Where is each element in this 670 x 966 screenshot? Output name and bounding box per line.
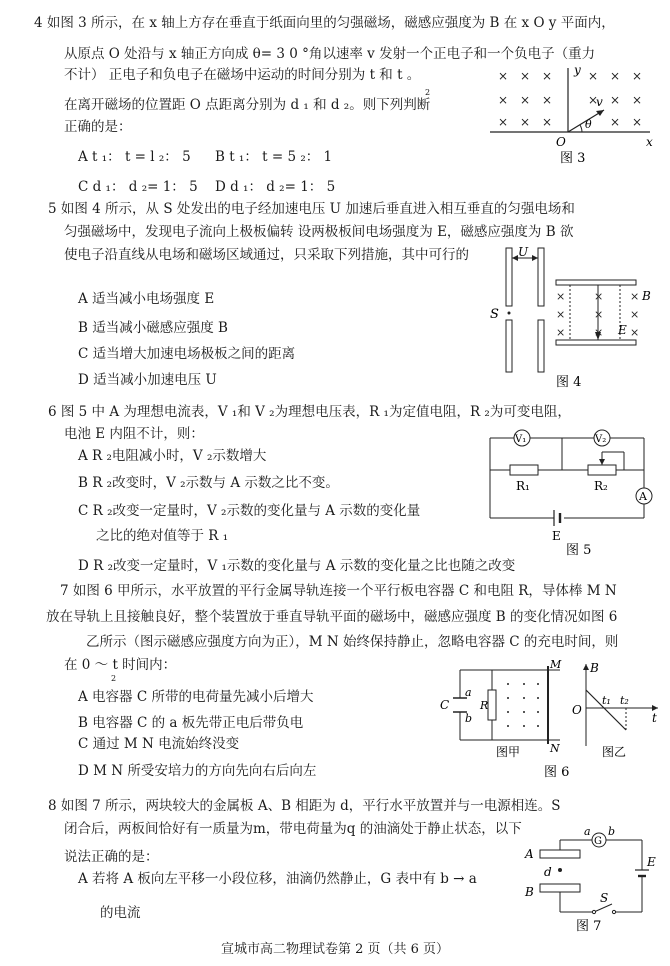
- plate-b: [540, 884, 580, 892]
- q7-line-1: 7 如图 6 甲所示，水平放置的平行金属导轨连接一个平行板电容器 C 和电阻 R，导体棒 M N: [60, 583, 617, 599]
- q4-line-3: 不计） 正电子和负电子在磁场中运动的时间分别为 t 和 t 。: [64, 67, 421, 83]
- svg-text:V₂: V₂: [595, 434, 607, 445]
- q6-option-a: A R ₂电阻减小时，V ₂示数增大: [78, 448, 267, 464]
- svg-text:V₁: V₁: [515, 434, 527, 445]
- svg-text:×: ×: [588, 69, 599, 83]
- u-label: U: [518, 245, 529, 259]
- svg-text:t₁: t₁: [602, 694, 611, 707]
- resistor-r2: [588, 465, 616, 475]
- r1-label: R₁: [516, 479, 530, 493]
- y-label: y: [574, 63, 581, 77]
- svg-text:S: S: [600, 891, 609, 905]
- svg-text:×: ×: [542, 93, 553, 107]
- resistor-r: [488, 690, 496, 720]
- q4-line-5: 正确的是：: [64, 119, 132, 135]
- q7-option-c: C 通过 M N 电流始终没变: [78, 736, 240, 752]
- plate-a: [540, 850, 580, 858]
- figure-4-caption: 图 4: [556, 375, 582, 390]
- svg-text:b: b: [465, 712, 473, 725]
- resistor-r1: [510, 465, 538, 475]
- q5-line-3: 使电子沿直线从电场和磁场区域通过，只采取下列措施，其中可行的: [64, 247, 469, 263]
- q4-line-2: 从原点 O 处沿与 x 轴正方向成 θ= 3 0 °角以速率 v 发射一个正电子和一个负电子（重力: [64, 46, 596, 62]
- svg-text:×: ×: [630, 308, 640, 321]
- svg-text:A: A: [525, 847, 534, 861]
- figure-7-caption: 图 7: [576, 919, 602, 934]
- q5-line-1: 5 如图 4 所示，从 S 处发出的电子经加速电压 U 加速后垂直进入相互垂直的匀强电场和: [48, 201, 575, 217]
- svg-text:×: ×: [520, 115, 531, 129]
- x-label: x: [646, 135, 653, 149]
- svg-text:b: b: [608, 825, 616, 838]
- accel-plate-right-bottom: [538, 320, 544, 372]
- q5-option-a: A 适当减小电场强度 E: [78, 291, 215, 307]
- q8-line-2: 闭合后，两板间恰好有一质量为m，带电荷量为q 的油滴处于静止状态，以下: [64, 821, 522, 837]
- switch-s: [594, 904, 612, 912]
- figure-5-caption: 图 5: [566, 543, 592, 558]
- accel-plate-right-top: [538, 248, 544, 306]
- q7-option-d: D M N 所受安培力的方向先向右后向左: [78, 763, 317, 779]
- svg-text:×: ×: [542, 69, 553, 83]
- figure-5: [484, 428, 660, 558]
- svg-text:×: ×: [520, 93, 531, 107]
- svg-text:R: R: [480, 699, 489, 712]
- svg-text:×: ×: [632, 69, 643, 83]
- q5-option-b: B 适当减小磁感应强度 B: [78, 320, 228, 336]
- svg-text:×: ×: [632, 115, 643, 129]
- q4-line-4: 在离开磁场的位置距 O 点距离分别为 d ₁ 和 d ₂。则下列判断: [64, 97, 431, 113]
- figure-6-caption: 图 6: [544, 765, 570, 780]
- q4-subscript: 2: [425, 88, 431, 97]
- q6-line-2: 电池 E 内阻不计，则：: [64, 426, 204, 442]
- s-label: S: [490, 307, 499, 322]
- accel-plate-left-top: [506, 248, 512, 306]
- svg-text:×: ×: [632, 93, 643, 107]
- svg-text:×: ×: [610, 93, 621, 107]
- e-label: E: [552, 529, 561, 543]
- q4-option-a: A t ₁： t = l ₂： 5: [78, 149, 191, 165]
- figure-3-caption: 图 3: [560, 151, 586, 166]
- v-label: v: [596, 95, 603, 109]
- q7-subscript: 2: [111, 674, 117, 683]
- q7-line-2: 放在导轨上且接触良好，整个装置放于垂直导轨平面的磁场中，磁感应强度 B 的变化情况如图 6: [46, 609, 618, 625]
- svg-text:×: ×: [594, 308, 604, 321]
- figure-7: [520, 826, 660, 938]
- svg-text:d: d: [544, 865, 552, 879]
- svg-text:×: ×: [630, 290, 640, 303]
- q6-option-c-cont: 之比的绝对值等于 R ₁: [96, 528, 229, 544]
- svg-text:×: ×: [542, 115, 553, 129]
- q8-line-1: 8 如图 7 所示，两块较大的金属板 A、B 相距为 d，平行水平放置并与一电源相连。S: [48, 798, 561, 814]
- svg-text:G: G: [594, 836, 602, 847]
- svg-text:×: ×: [498, 69, 509, 83]
- svg-text:B: B: [590, 661, 599, 675]
- q6-option-d: D R ₂改变一定量时，V ₁示数的变化量与 A 示数的变化量之比也随之改变: [78, 558, 516, 574]
- upper-plate: [556, 280, 636, 285]
- svg-text:×: ×: [594, 326, 604, 339]
- svg-text:a: a: [584, 825, 591, 838]
- q6-line-1: 6 图 5 中 A 为理想电流表，V ₁和 V ₂为理想电压表，R ₁为定值电阻，R ₂为可变电阻，: [48, 404, 571, 420]
- q8-line-3: 说法正确的是：: [64, 849, 159, 865]
- svg-text:a: a: [465, 686, 472, 699]
- r2-label: R₂: [594, 479, 608, 493]
- svg-text:×: ×: [630, 326, 640, 339]
- svg-text:E: E: [647, 855, 656, 869]
- svg-text:×: ×: [498, 93, 509, 107]
- oil-droplet: [558, 868, 562, 872]
- q7-option-a: A 电容器 C 所带的电荷量先减小后增大: [78, 689, 314, 705]
- svg-text:B: B: [525, 885, 534, 899]
- magnetic-field-crosses: [498, 69, 642, 129]
- figure-6: [440, 660, 662, 780]
- svg-text:×: ×: [520, 69, 531, 83]
- page-footer: 宣城市高二物理试卷第 2 页（共 6 页）: [220, 942, 450, 957]
- q7-line-4: 在 0 ～ t 时间内：: [64, 657, 177, 673]
- svg-text:A: A: [639, 490, 647, 503]
- field-dots: [507, 683, 539, 727]
- svg-text:t₂: t₂: [620, 694, 629, 707]
- svg-text:N: N: [550, 742, 560, 755]
- arrow-head: [596, 110, 604, 116]
- svg-text:×: ×: [498, 115, 509, 129]
- q7-line-3: 乙所示（图示磁感应强度方向为正），M N 始终保持静止，忽略电容器 C 的充电时间，则: [86, 634, 619, 650]
- q8-option-a: A 若将 A 板向左平移一小段位移，油滴仍然静止，G 表中有 b → a: [78, 871, 477, 887]
- q4-option-c: C d ₁： d ₂= 1： 5: [78, 179, 198, 195]
- q4-option-b: B t ₁： t = 5 ₂： 1: [215, 149, 333, 165]
- svg-text:t: t: [652, 711, 657, 725]
- figure-4: [488, 245, 658, 392]
- svg-text:×: ×: [594, 290, 604, 303]
- svg-text:×: ×: [610, 115, 621, 129]
- sub-caption-b: 图乙: [602, 745, 627, 759]
- b-label: B: [642, 289, 651, 303]
- q5-line-2: 匀强磁场中，发现电子流向上极板偏转 设两极板间电场强度为 E，磁感应强度为 B 欲: [64, 224, 574, 240]
- q4-line-1: 4 如图 3 所示，在 x 轴上方存在垂直于纸面向里的匀强磁场，磁感应强度为 B 在 x O y 平面内，: [34, 15, 615, 31]
- svg-text:×: ×: [556, 326, 566, 339]
- q6-option-b: B R ₂改变时，V ₂示数与 A 示数之比不变。: [78, 475, 339, 491]
- q8-option-a-cont: 的电流: [100, 905, 141, 921]
- q7-option-b: B 电容器 C 的 a 板先带正电后带负电: [78, 715, 304, 731]
- svg-text:O: O: [572, 703, 582, 717]
- accel-plate-left-bottom: [506, 320, 512, 372]
- q5-option-c: C 适当增大加速电场极板之间的距离: [78, 346, 296, 362]
- q4-option-d: D d ₁： d ₂= 1： 5: [215, 179, 336, 195]
- svg-text:M: M: [550, 658, 562, 671]
- q5-option-d: D 适当减小加速电压 U: [78, 372, 217, 388]
- lower-plate: [556, 340, 636, 345]
- figure-3: [490, 64, 660, 174]
- q6-option-c: C R ₂改变一定量时，V ₂示数的变化量与 A 示数的变化量: [78, 503, 421, 519]
- sub-caption-a: 图甲: [496, 745, 521, 759]
- svg-text:×: ×: [556, 290, 566, 303]
- svg-text:×: ×: [610, 69, 621, 83]
- svg-text:×: ×: [556, 308, 566, 321]
- theta-label: θ: [585, 118, 592, 131]
- svg-text:C: C: [440, 698, 450, 712]
- e-label: E: [618, 323, 627, 337]
- origin-label: O: [556, 135, 566, 149]
- svg-text:×: ×: [588, 93, 599, 107]
